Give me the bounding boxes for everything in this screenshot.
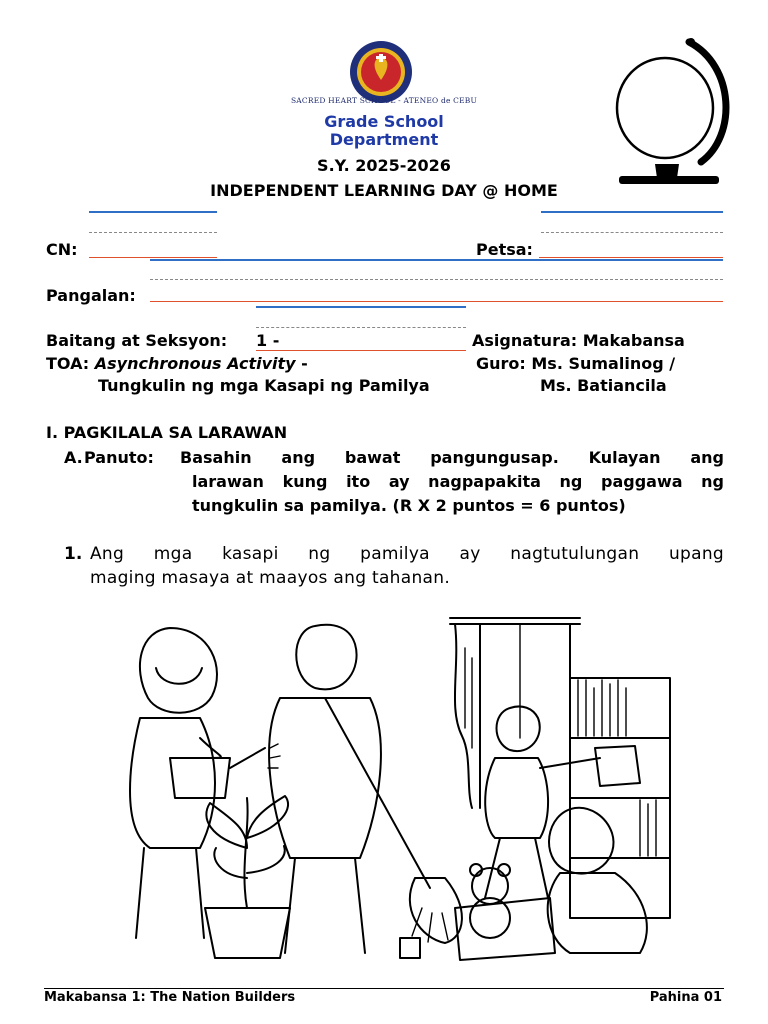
window-curtain bbox=[450, 618, 580, 808]
footer-right: Pahina 01 bbox=[649, 990, 722, 1005]
toy-block bbox=[400, 938, 420, 958]
rule bbox=[256, 327, 466, 328]
panuto-line2: larawan kung ito ay nagpapakita ng paggawa ng bbox=[192, 472, 724, 491]
watering-can bbox=[170, 744, 280, 798]
cn-label: CN: bbox=[46, 240, 78, 259]
baitang-label: Baitang at Seksyon: bbox=[46, 331, 228, 350]
rule bbox=[150, 259, 723, 261]
footer-left: Makabansa 1: The Nation Builders bbox=[44, 990, 296, 1005]
pangalan-label: Pangalan: bbox=[46, 286, 136, 305]
toa-topic: Tungkulin ng mga Kasapi ng Pamilya bbox=[98, 376, 430, 395]
school-name: SACRED HEART SCHOOL - ATENEO de CEBU bbox=[290, 96, 478, 105]
department-line1: Grade School bbox=[324, 112, 444, 131]
panuto-label: Panuto: bbox=[84, 448, 154, 467]
department-title bbox=[260, 113, 508, 149]
pangalan-field[interactable] bbox=[150, 301, 723, 302]
mother-figure bbox=[130, 628, 221, 938]
school-seal-logo bbox=[349, 40, 413, 104]
globe-icon bbox=[605, 36, 735, 186]
toa-dash: - bbox=[295, 354, 308, 373]
department-line2: Department bbox=[329, 130, 439, 149]
panuto-block bbox=[64, 446, 724, 518]
toa-value: Asynchronous Activity bbox=[94, 354, 296, 373]
activity-title: INDEPENDENT LEARNING DAY @ HOME bbox=[210, 181, 558, 200]
rule bbox=[89, 211, 217, 213]
rule bbox=[541, 232, 723, 233]
section-heading: I. PAGKILALA SA LARAWAN bbox=[46, 423, 288, 442]
guro-line2: Ms. Batiancila bbox=[540, 376, 667, 395]
school-year: S.Y. 2025-2026 bbox=[317, 156, 451, 175]
panuto-letter: A. bbox=[64, 448, 83, 467]
guro-label: Guro: Ms. Sumalinog / bbox=[476, 354, 676, 373]
rule bbox=[150, 279, 723, 280]
petsa-field[interactable] bbox=[539, 257, 723, 258]
footer-rule bbox=[44, 988, 724, 989]
family-chores-illustration[interactable] bbox=[100, 608, 710, 968]
item-text bbox=[90, 542, 724, 590]
broom bbox=[325, 698, 462, 943]
panuto-line3: tungkulin sa pamilya. (R X 2 puntos = 6 puntos) bbox=[192, 496, 626, 515]
petsa-label: Petsa: bbox=[476, 240, 533, 259]
item-line1: Ang mga kasapi ng pamilya ay nagtutulungan upang bbox=[90, 544, 724, 564]
item-number: 1. bbox=[64, 544, 83, 564]
girl-figure bbox=[548, 808, 647, 953]
baitang-field[interactable] bbox=[256, 350, 466, 351]
asignatura-label: Asignatura: Makabansa bbox=[472, 331, 685, 350]
toa-label: TOA: bbox=[46, 354, 90, 373]
father-figure bbox=[269, 625, 381, 953]
rule bbox=[541, 211, 723, 213]
cn-field[interactable] bbox=[89, 257, 217, 258]
rule bbox=[256, 306, 466, 308]
toy-box-teddy bbox=[455, 864, 555, 960]
baitang-value: 1 - bbox=[256, 331, 280, 350]
rule bbox=[89, 232, 217, 233]
bookshelf bbox=[570, 678, 670, 918]
toa-line bbox=[46, 354, 308, 373]
item-line2: maging masaya at maayos ang tahanan. bbox=[90, 568, 451, 588]
panuto-line1: Basahin ang bawat pangungusap. Kulayan ang bbox=[180, 448, 724, 467]
